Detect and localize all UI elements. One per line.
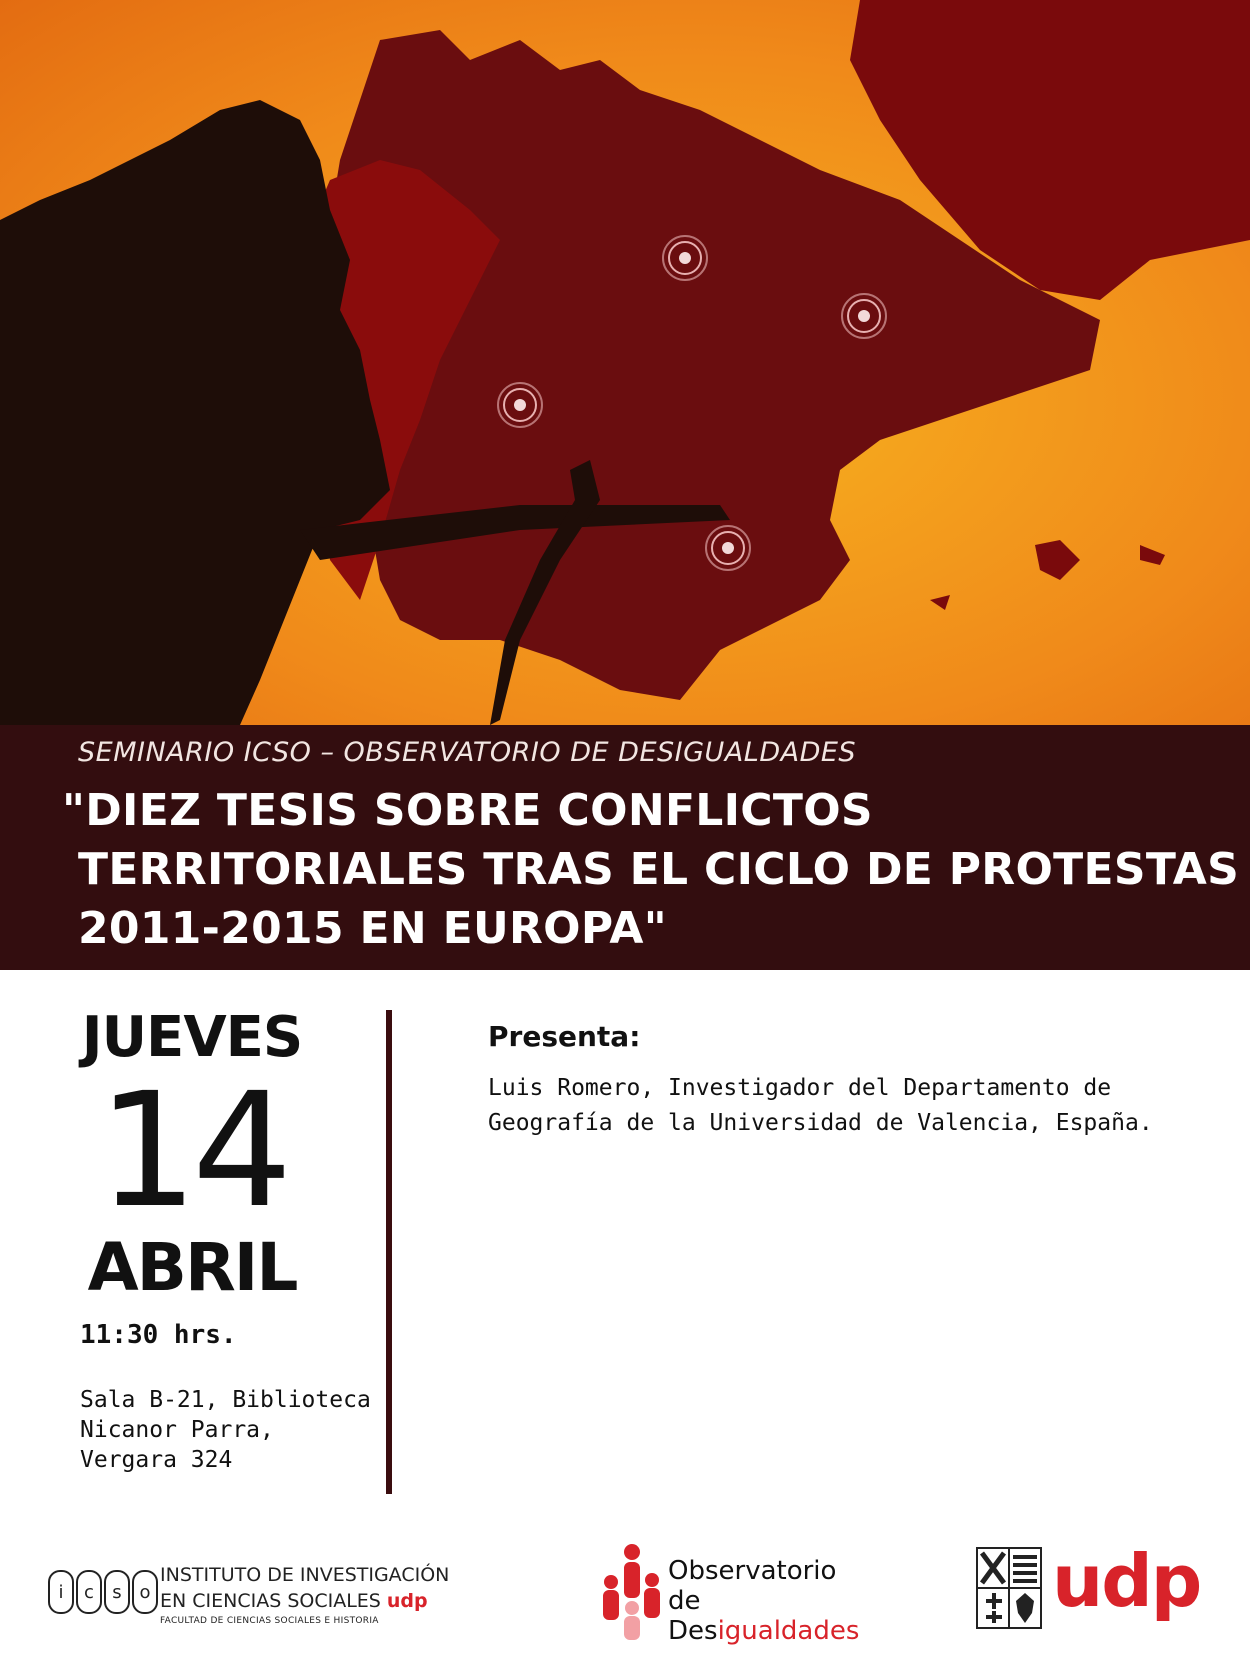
icso-line3: FACULTAD DE CIENCIAS SOCIALES E HISTORIA xyxy=(160,1616,379,1626)
udp-logo xyxy=(976,1539,1206,1635)
event-date xyxy=(62,1005,322,1305)
icso-logo xyxy=(48,1560,468,1630)
icso-line2-text: EN CIENCIAS SOCIALES xyxy=(160,1590,381,1612)
people-icon xyxy=(598,1542,664,1642)
day-number: 14 xyxy=(97,1059,287,1243)
obs-line2-prefix: de Des xyxy=(668,1586,718,1646)
obs-line1: Observatorio xyxy=(668,1556,837,1586)
target-marker xyxy=(706,526,750,570)
icso-wordmark xyxy=(160,1562,480,1628)
presenter-block xyxy=(488,1020,1208,1141)
presenter-line: Luis Romero, Investigador del Departamento de xyxy=(488,1075,1112,1101)
title-line: "DIEZ TESIS SOBRE CONFLICTOS xyxy=(62,785,873,836)
icso-letter: o xyxy=(132,1570,158,1614)
presenter-line: Geografía de la Universidad de Valencia, España. xyxy=(488,1110,1153,1136)
title-line: TERRITORIALES TRAS EL CICLO DE PROTESTAS xyxy=(78,844,1240,895)
obs-line2-accent: igualdades xyxy=(717,1616,860,1646)
obs-line2 xyxy=(668,1586,859,1646)
icso-mark xyxy=(48,1570,160,1614)
title-line: 2011-2015 EN EUROPA" xyxy=(78,903,667,954)
observatorio-logo xyxy=(598,1542,860,1646)
europe-map-soldier-artwork xyxy=(0,0,1250,725)
seminar-kicker: SEMINARIO ICSO – OBSERVATORIO DE DESIGUALDADES xyxy=(78,737,857,768)
title-band xyxy=(0,725,1250,970)
seminar-title xyxy=(62,781,1240,958)
icso-letter: c xyxy=(76,1570,102,1614)
icso-udp-brand: udp xyxy=(386,1590,428,1612)
venue-line: Sala B-21, Biblioteca xyxy=(80,1387,371,1413)
hero-illustration xyxy=(0,0,1250,725)
target-marker xyxy=(842,294,886,338)
day-of-week: JUEVES xyxy=(81,1005,303,1070)
month: ABRIL xyxy=(87,1229,297,1306)
presenter-description xyxy=(488,1071,1208,1141)
icso-line2 xyxy=(160,1588,480,1614)
icso-line1: INSTITUTO DE INVESTIGACIÓN xyxy=(160,1564,450,1586)
vertical-divider xyxy=(386,1010,392,1494)
target-marker xyxy=(498,383,542,427)
icso-letter: s xyxy=(104,1570,130,1614)
event-venue xyxy=(80,1385,371,1475)
udp-shield-icon xyxy=(976,1547,1042,1629)
presenter-label: Presenta: xyxy=(488,1020,641,1053)
venue-line: Vergara 324 xyxy=(80,1447,233,1473)
venue-line: Nicanor Parra, xyxy=(80,1417,274,1443)
event-time: 11:30 hrs. xyxy=(80,1320,237,1350)
target-marker xyxy=(663,236,707,280)
udp-wordmark: udp xyxy=(1052,1539,1201,1623)
observatorio-wordmark xyxy=(668,1556,859,1646)
icso-letter: i xyxy=(48,1570,74,1614)
